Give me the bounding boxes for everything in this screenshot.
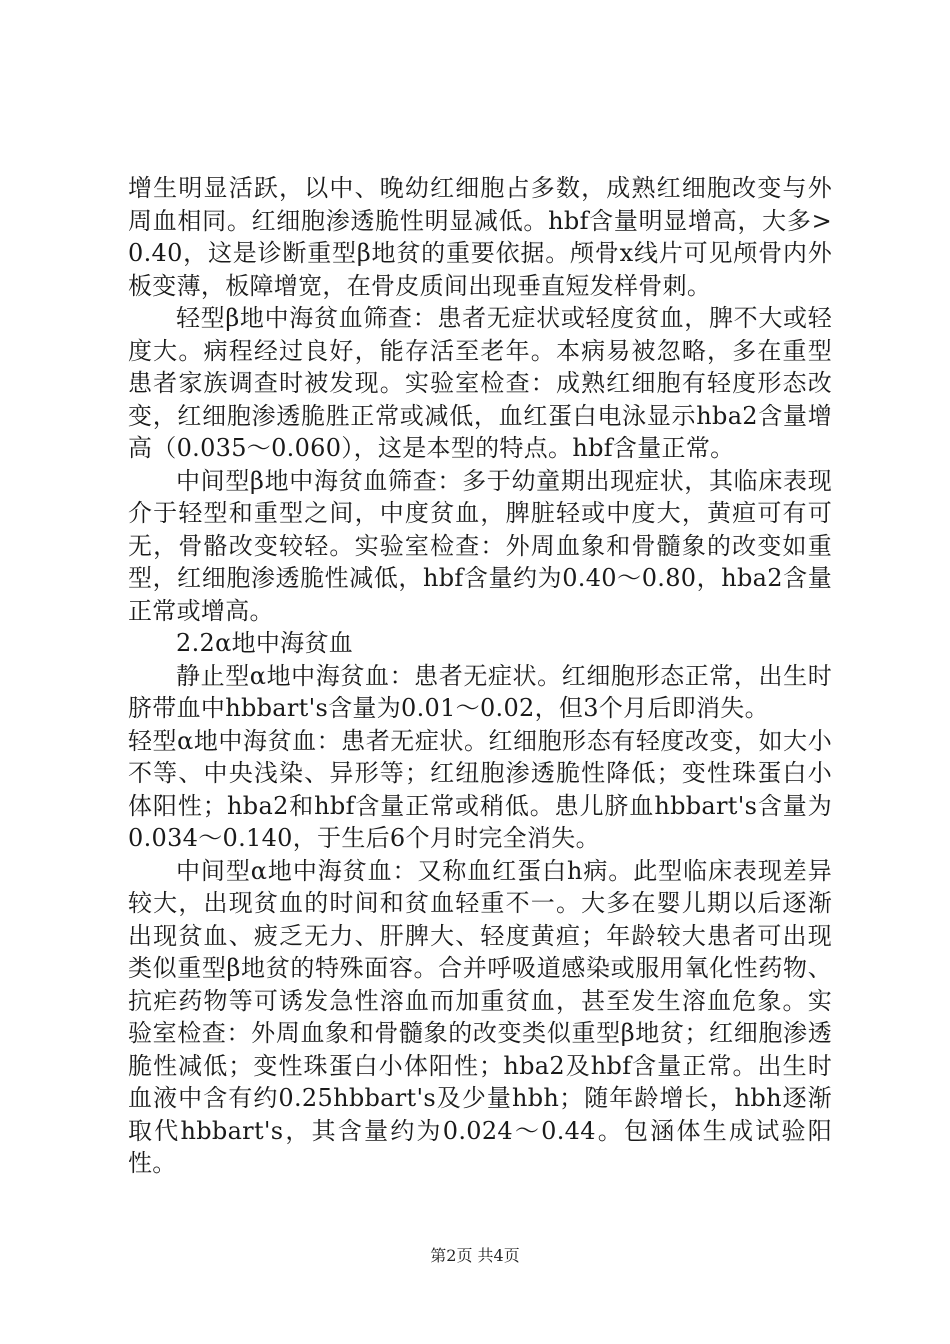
section-heading-alpha: 2.2α地中海贫血 xyxy=(176,629,354,657)
document-body xyxy=(128,172,832,1180)
paragraph-intermediate-alpha: 中间型α地中海贫血：又称血红蛋白h病。此型临床表现差异较大，出现贫血的时间和贫血轻重不一。大多在婴儿期以后逐渐出现贫血、疲乏无力、肝脾大、轻度黄疸；年龄较大患者可出现类似重型β地贫的特殊面容。合并呼吸道感染或服用氧化性药物、抗疟药物等可诱发急性溶血而加重贫血，甚至发生溶血危象。实验室检查：外周血象和骨髓象的改变类似重型β地贫；红细胞渗透脆性减低；变性珠蛋白小体阳性；hba2及hbf含量正常。出生时血液中含有约0.25hbbart's及少量hbh；随年龄增长，hbh逐渐取代hbbart's，其含量约为0.024～0.44。包涵体生成试验阳性。 xyxy=(128,856,832,1177)
paragraph-continued: 增生明显活跃，以中、晚幼红细胞占多数，成熟红细胞改变与外周血相同。红细胞渗透脆性明显减低。hbf含量明显增高，大多>0.40，这是诊断重型β地贫的重要依据。颅骨x线片可见颅骨内外板变薄，板障增宽，在骨皮质间出现垂直短发样骨刺。 xyxy=(128,174,832,300)
paragraph-intermediate-beta: 中间型β地中海贫血筛查：多于幼童期出现症状，其临床表现介于轻型和重型之间，中度贫血，脾脏轻或中度大，黄疸可有可无，骨骼改变较轻。实验室检查：外周血象和骨髓象的改变如重型，红细胞渗透脆性减低，hbf含量约为0.40～0.80，hba2含量正常或增高。 xyxy=(128,466,832,625)
paragraph-mild-beta: 轻型β地中海贫血筛查：患者无症状或轻度贫血，脾不大或轻度大。病程经过良好，能存活至老年。本病易被忽略，多在重型患者家族调查时被发现。实验室检查：成熟红细胞有轻度形态改变，红细胞渗透脆胜正常或减低，血红蛋白电泳显示hba2含量增高（0.035～0.060），这是本型的特点。hbf含量正常。 xyxy=(128,304,832,462)
paragraph-mild-alpha: 轻型α地中海贫血：患者无症状。红细胞形态有轻度改变，如大小不等、中央浅染、异形等；红纽胞渗透脆性降低；变性珠蛋白小体阳性；hba2和hbf含量正常或稍低。患儿脐血hbbart's含量为0.034～0.140，于生后6个月时完全消失。 xyxy=(128,726,832,852)
paragraph-silent-alpha: 静止型α地中海贫血：患者无症状。红细胞形态正常，出生时脐带血中hbbart's含量为0.01～0.02，但3个月后即消失。 xyxy=(128,661,832,722)
page-number: 第2页 共4页 xyxy=(430,1246,520,1265)
